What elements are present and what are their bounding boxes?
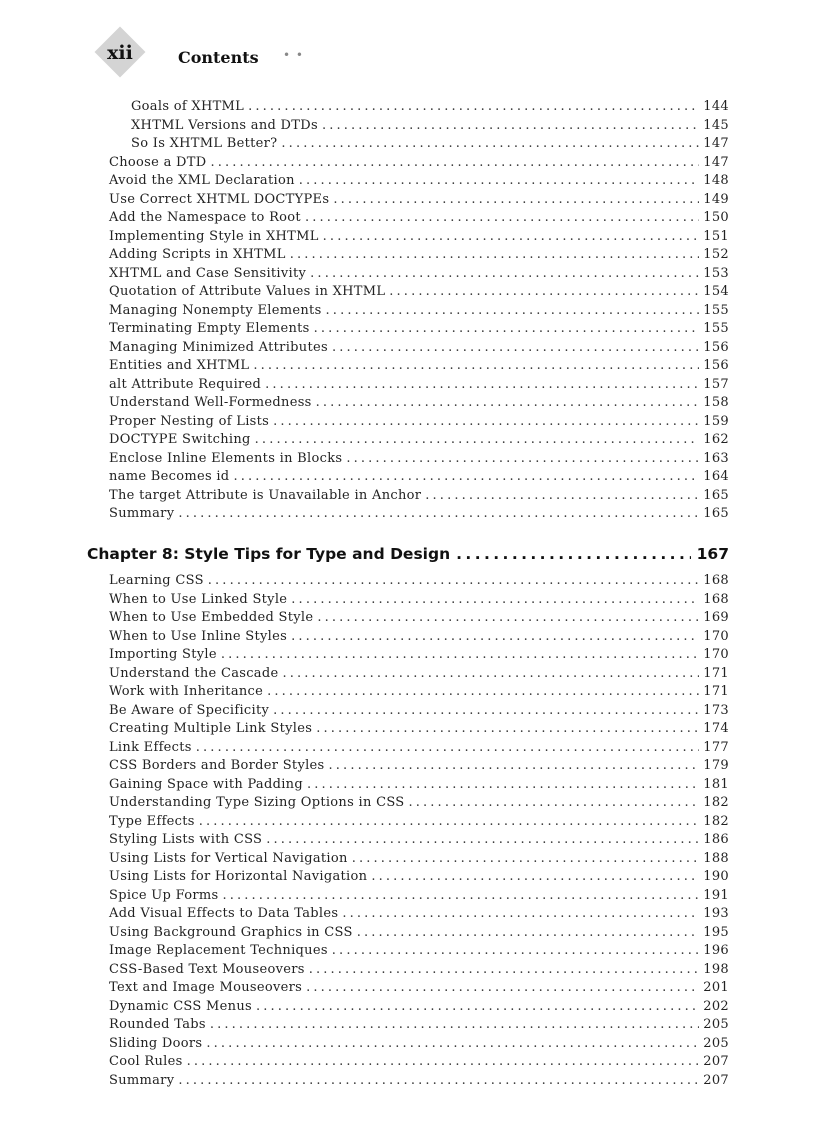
dot-leader: [317, 609, 699, 627]
dot-leader: [210, 1016, 699, 1034]
dot-leader: [282, 665, 699, 683]
entry-page: 168: [703, 591, 729, 607]
toc-entry[interactable]: [109, 757, 729, 775]
dot-leader: [357, 924, 700, 942]
entry-title: alt Attribute Required: [109, 376, 262, 392]
toc-entry[interactable]: [131, 135, 729, 153]
entry-title: Quotation of Attribute Values in XHTML: [109, 284, 386, 299]
entry-title: CSS Borders and Border Styles: [109, 758, 325, 773]
entry-title: Implementing Style in XHTML: [109, 228, 319, 244]
entry-title: Sliding Doors: [109, 1035, 203, 1051]
entry-title: Summary: [109, 506, 175, 521]
entry-title: Avoid the XML Declaration: [109, 173, 295, 188]
dot-leader: [332, 339, 699, 357]
toc-entry[interactable]: [109, 739, 729, 757]
entry-page: 165: [703, 506, 729, 521]
entry-title: Spice Up Forms: [109, 887, 219, 903]
dot-leader: [316, 394, 700, 412]
toc-entry[interactable]: [109, 887, 729, 905]
entry-page: 207: [703, 1072, 729, 1088]
entry-title: Add the Namespace to Root: [109, 210, 301, 225]
dot-leader: [309, 961, 700, 979]
entry-title: CSS-Based Text Mouseovers: [109, 961, 305, 977]
toc-entry[interactable]: [109, 609, 729, 627]
chapter-page: 167: [696, 545, 729, 563]
toc-entry[interactable]: [109, 961, 729, 979]
entry-page: 163: [703, 450, 729, 466]
entry-page: 207: [703, 1054, 729, 1069]
entry-page: 168: [703, 573, 729, 588]
dot-leader: [425, 487, 699, 505]
entry-title: Understand the Cascade: [109, 665, 279, 681]
entry-title: Managing Minimized Attributes: [109, 339, 328, 355]
entry-title: Adding Scripts in XHTML: [109, 247, 286, 262]
toc-entry[interactable]: [109, 776, 729, 794]
toc-entry[interactable]: [109, 850, 729, 868]
page-number: xii: [107, 42, 133, 64]
entry-page: 201: [703, 980, 729, 995]
toc-entry[interactable]: [109, 302, 729, 320]
entry-title: Managing Nonempty Elements: [109, 302, 322, 318]
dot-leader: [307, 776, 699, 794]
entry-page: 149: [703, 191, 729, 207]
entry-title: Importing Style: [109, 647, 217, 662]
entry-title: Enclose Inline Elements in Blocks: [109, 450, 343, 466]
entry-page: 171: [703, 665, 729, 681]
entry-page: 179: [703, 758, 729, 773]
toc-entry[interactable]: [109, 1072, 729, 1090]
entry-page: 186: [703, 832, 729, 847]
entry-title: XHTML and Case Sensitivity: [109, 265, 307, 281]
entry-page: 171: [703, 684, 729, 699]
dot-leader: [310, 265, 699, 283]
entry-title: Styling Lists with CSS: [109, 832, 263, 847]
entry-title: Type Effects: [109, 813, 195, 829]
entry-title: The target Attribute is Unavailable in Anchor: [109, 487, 422, 503]
entry-page: 164: [703, 469, 729, 484]
toc-entry[interactable]: [109, 376, 729, 394]
dot-leader: [178, 505, 699, 523]
dot-leader: [306, 979, 699, 997]
entry-title: Cool Rules: [109, 1054, 183, 1069]
toc-entry[interactable]: [109, 394, 729, 412]
entry-page: 158: [703, 395, 729, 410]
dot-leader: [329, 757, 700, 775]
entry-title: When to Use Inline Styles: [109, 628, 288, 644]
entry-page: 188: [703, 850, 729, 866]
dot-leader: [314, 320, 700, 338]
toc-entry[interactable]: [109, 646, 729, 664]
toc-entry[interactable]: [109, 905, 729, 923]
toc-entry[interactable]: [109, 339, 729, 357]
entry-title: Summary: [109, 1072, 175, 1088]
dot-leader: [273, 702, 699, 720]
toc-entry[interactable]: [109, 665, 729, 683]
entry-page: 159: [703, 413, 729, 429]
entry-title: name Becomes id: [109, 469, 230, 484]
dot-leader: [266, 831, 699, 849]
toc-entry[interactable]: [131, 117, 729, 135]
dot-leader: [273, 413, 699, 431]
entry-page: 151: [703, 228, 729, 244]
running-title: Contents: [178, 48, 259, 67]
toc-entry[interactable]: [109, 191, 729, 209]
entry-page: 153: [703, 265, 729, 281]
entry-title: Using Lists for Vertical Navigation: [109, 850, 348, 866]
entry-page: 152: [703, 247, 729, 262]
header-ornament: • •: [283, 48, 304, 62]
entry-title: Work with Inheritance: [109, 684, 264, 699]
entry-page: 156: [703, 358, 729, 373]
entry-title: Gaining Space with Padding: [109, 776, 303, 792]
entry-page: 150: [703, 210, 729, 225]
toc-entry[interactable]: [131, 98, 729, 116]
toc-entry[interactable]: [109, 246, 729, 264]
entry-page: 195: [703, 924, 729, 940]
entry-title: Learning CSS: [109, 573, 204, 588]
entry-title: Goals of XHTML: [131, 99, 245, 114]
entry-title: Image Replacement Techniques: [109, 943, 328, 958]
entry-page: 154: [703, 284, 729, 299]
toc-entry[interactable]: [109, 357, 729, 375]
toc-entry[interactable]: [109, 794, 729, 812]
entry-title: XHTML Versions and DTDs: [131, 117, 318, 133]
entry-title: Choose a DTD: [109, 154, 207, 170]
dot-leader: [299, 172, 700, 190]
toc-entry[interactable]: [109, 172, 729, 190]
entry-page: 196: [703, 943, 729, 958]
dot-leader: [456, 545, 691, 563]
toc-entry[interactable]: [109, 831, 729, 849]
toc-entry[interactable]: [109, 720, 729, 738]
entry-page: 173: [703, 702, 729, 718]
dot-leader: [326, 302, 700, 320]
entry-page: 190: [703, 869, 729, 884]
entry-page: 191: [703, 887, 729, 903]
entry-page: 155: [703, 302, 729, 318]
toc-entry[interactable]: [109, 628, 729, 646]
toc-entry[interactable]: [109, 572, 729, 590]
entry-page: 155: [703, 321, 729, 336]
entry-page: 177: [703, 739, 729, 755]
toc-entry[interactable]: [109, 924, 729, 942]
toc-entry[interactable]: [109, 431, 729, 449]
dot-leader: [342, 905, 699, 923]
dot-leader: [196, 739, 700, 757]
entry-page: 169: [703, 610, 729, 625]
dot-leader: [206, 1035, 699, 1053]
dot-leader: [281, 135, 699, 153]
entry-title: So Is XHTML Better?: [131, 136, 278, 151]
page-header: [98, 30, 398, 88]
entry-page: 193: [703, 906, 729, 921]
entry-page: 170: [703, 647, 729, 662]
toc-entry[interactable]: [109, 450, 729, 468]
entry-page: 157: [703, 376, 729, 392]
entry-page: 202: [703, 998, 729, 1014]
toc-entry[interactable]: [109, 1053, 729, 1071]
toc-entry[interactable]: [109, 979, 729, 997]
entry-page: 147: [703, 154, 729, 170]
toc-entry[interactable]: [109, 487, 729, 505]
entry-page: 165: [703, 487, 729, 503]
toc-entry[interactable]: [109, 265, 729, 283]
toc-entry[interactable]: [109, 942, 729, 960]
chapter-title: Chapter 8: Style Tips for Type and Design: [87, 545, 451, 563]
dot-leader: [322, 117, 699, 135]
entry-page: 198: [703, 961, 729, 977]
entry-title: Dynamic CSS Menus: [109, 998, 252, 1014]
entry-page: 182: [703, 795, 729, 810]
dot-leader: [267, 683, 699, 701]
dot-leader: [253, 357, 699, 375]
entry-page: 205: [703, 1017, 729, 1032]
dot-leader: [333, 191, 699, 209]
entry-title: Proper Nesting of Lists: [109, 413, 270, 429]
entry-title: Use Correct XHTML DOCTYPEs: [109, 191, 330, 207]
toc-entry[interactable]: [109, 591, 729, 609]
toc-entry[interactable]: [109, 868, 729, 886]
entry-page: 182: [703, 813, 729, 829]
entry-title: When to Use Embedded Style: [109, 610, 314, 625]
entry-page: 148: [703, 173, 729, 188]
dot-leader: [305, 209, 699, 227]
dot-leader: [371, 868, 699, 886]
dot-leader: [210, 154, 699, 172]
toc-entry[interactable]: [109, 209, 729, 227]
dot-leader: [346, 450, 699, 468]
toc-entry[interactable]: [109, 998, 729, 1016]
dot-leader: [352, 850, 700, 868]
dot-leader: [389, 283, 699, 301]
dot-leader: [291, 628, 699, 646]
toc-entry[interactable]: [109, 413, 729, 431]
toc-entry[interactable]: [109, 813, 729, 831]
entry-page: 145: [703, 117, 729, 133]
dot-leader: [409, 794, 700, 812]
entry-title: Creating Multiple Link Styles: [109, 721, 313, 736]
entry-page: 162: [703, 432, 729, 447]
entry-title: Using Background Graphics in CSS: [109, 924, 353, 940]
dot-leader: [187, 1053, 700, 1071]
entry-title: Be Aware of Specificity: [109, 702, 270, 718]
toc-entry[interactable]: [109, 1035, 729, 1053]
entry-title: Using Lists for Horizontal Navigation: [109, 869, 368, 884]
entry-title: Rounded Tabs: [109, 1017, 206, 1032]
entry-title: Terminating Empty Elements: [109, 321, 310, 336]
entry-title: When to Use Linked Style: [109, 591, 288, 607]
entry-page: 144: [703, 99, 729, 114]
entry-title: Add Visual Effects to Data Tables: [109, 906, 339, 921]
dot-leader: [323, 228, 700, 246]
entry-page: 205: [703, 1035, 729, 1051]
entry-title: Text and Image Mouseovers: [109, 980, 303, 995]
dot-leader: [248, 98, 699, 116]
entry-page: 181: [703, 776, 729, 792]
dot-leader: [265, 376, 699, 394]
entry-title: Understand Well-Formedness: [109, 395, 312, 410]
entry-page: 156: [703, 339, 729, 355]
entry-page: 147: [703, 136, 729, 151]
dot-leader: [316, 720, 699, 738]
entry-page: 170: [703, 628, 729, 644]
toc-entry[interactable]: [109, 505, 729, 523]
toc-entry[interactable]: [109, 1016, 729, 1034]
toc-entry[interactable]: [109, 320, 729, 338]
dot-leader: [233, 468, 699, 486]
toc-entry[interactable]: [109, 154, 729, 172]
dot-leader: [199, 813, 700, 831]
entry-title: Link Effects: [109, 739, 192, 755]
dot-leader: [256, 998, 699, 1016]
entry-title: DOCTYPE Switching: [109, 432, 251, 447]
entry-page: 174: [703, 721, 729, 736]
dot-leader: [178, 1072, 699, 1090]
entry-title: Understanding Type Sizing Options in CSS: [109, 795, 405, 810]
toc-entry[interactable]: [109, 683, 729, 701]
toc-entry[interactable]: [109, 468, 729, 486]
dot-leader: [291, 591, 699, 609]
toc-entry[interactable]: [109, 702, 729, 720]
toc-entry[interactable]: [109, 228, 729, 246]
dot-leader: [255, 431, 700, 449]
toc-entry[interactable]: [109, 283, 729, 301]
dot-leader: [290, 246, 700, 264]
entry-title: Entities and XHTML: [109, 358, 250, 373]
dot-leader: [332, 942, 699, 960]
dot-leader: [222, 887, 699, 905]
toc-chapter-heading[interactable]: [87, 545, 729, 565]
dot-leader: [208, 572, 700, 590]
dot-leader: [221, 646, 699, 664]
